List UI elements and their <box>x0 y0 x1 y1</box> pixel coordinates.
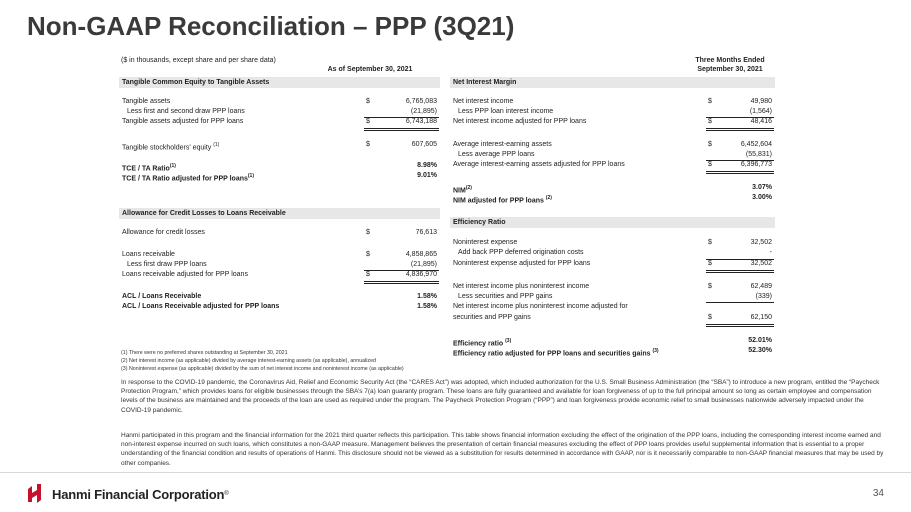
company-logo: Hanmi Financial Corporation ® <box>27 483 229 505</box>
table-row: Noninterest expense adjusted for PPP loans $ 32,502 <box>453 260 772 267</box>
table-row: Average interest-earning assets $ 6,452,604 <box>453 141 772 148</box>
disclosure-paragraph: Hanmi participated in this program and the financial information for the 2021 third quarter reflects this participation. This table shows financial information excluding the effect of the origination of the PPP loans, including the corresponding interest income earned and non-interest expense incurred on such loans, which constitutes a non-GAAP measure. Management believes the presentation of certain financial measures excluding the effect of PPP loans provides useful supplemental information that is essential to a proper understanding of the financial condition and results of operations of Hanmi. This disclosure should not be viewed as a substitution for results determined in accordance with GAAP, nor is it necessarily comparable to non-GAAP financial measures that may be used by other companies. <box>121 432 884 467</box>
footnote: (3) Noninterest expense (as applicable) divided by the sum of net interest income and noninterest income (as applicable) <box>121 366 404 372</box>
footnote: (1) There were no preferred shares outstanding at September 30, 2021 <box>121 350 288 356</box>
section-header-tce: Tangible Common Equity to Tangible Assets <box>119 77 440 88</box>
page-number: 34 <box>872 488 884 499</box>
right-column-header-line2: September 30, 2021 <box>697 66 763 73</box>
double-underline <box>364 128 439 129</box>
double-underline <box>364 130 439 131</box>
table-row: Loans receivable $ 4,858,865 <box>122 251 437 258</box>
left-column-header: As of September 30, 2021 <box>327 66 413 73</box>
double-underline <box>364 283 439 284</box>
section-header-acl: Allowance for Credit Losses to Loans Receivable <box>119 208 440 219</box>
table-row: Allowance for credit losses $ 76,613 <box>122 229 437 236</box>
table-row: Less average PPP loans (55,831) <box>458 151 772 158</box>
double-underline <box>706 326 774 327</box>
table-row: Loans receivable adjusted for PPP loans $ 4,836,970 <box>122 271 437 278</box>
table-row: TCE / TA Ratio$^{(1)}$ 8.98% <box>122 162 437 173</box>
table-row: Noninterest expense $ 32,502 <box>453 239 772 246</box>
table-row: Add back PPP deferred origination costs - <box>458 249 772 256</box>
table-row: Tangible assets $ 6,765,083 <box>122 98 437 105</box>
table-row: NIM$^{(2)}$ 3.07% <box>453 184 772 195</box>
table-row: Less securities and PPP gains (339) <box>458 293 772 300</box>
section-header-nim: Net Interest Margin <box>450 77 775 88</box>
double-underline <box>706 324 774 325</box>
left-table <box>119 75 440 325</box>
double-underline <box>706 272 774 273</box>
disclosure-paragraph: In response to the COVID-19 pandemic, the Coronavirus Aid, Relief and Economic Security Act (the “CARES Act”) was adopted, which included authorization for the U.S. Small Business Administration (the “SBA”) to introduce a new program, entitled the “Paycheck Protection Program,” which provides loans for eligible businesses through the SBA’s 7(a) loan guaranty program. These loans are fully guaranteed and available for loan forgiveness of up to the full principal amount so long as certain employee and compensation levels of the business are maintained and the proceeds of the loan are used as required under the program. The Paycheck Protection Program (“PPP”) and loan forgiveness provide economic relief to small businesses nationwide adversely impacted under the COVID-19 pandemic. <box>121 379 880 414</box>
double-underline <box>706 171 774 172</box>
table-row: Net interest income adjusted for PPP loans $ 48,416 <box>453 118 772 125</box>
footer-divider <box>0 472 911 473</box>
table-row: Less first draw PPP loans (21,895) <box>127 261 437 268</box>
right-column-header-line1: Three Months Ended <box>695 57 765 64</box>
section-header-efficiency: Efficiency Ratio <box>450 217 775 228</box>
double-underline <box>364 281 439 282</box>
table-row: TCE / TA Ratio adjusted for PPP loans$^{(1)}$ 9.01% <box>122 172 437 183</box>
table-row: Efficiency ratio $^{(3)}$ 52.01% <box>453 337 772 348</box>
footnote: (2) Net interest income (as applicable) divided by average interest-earning assets (as applicable), annualized <box>121 358 376 364</box>
table-row: Net interest income plus noninterest income adjusted for <box>453 303 628 310</box>
double-underline <box>706 270 774 271</box>
page-title: Non-GAAP Reconciliation – PPP (3Q21) <box>27 11 515 41</box>
footnotes <box>121 349 404 373</box>
table-row: ACL / Loans Receivable 1.58% <box>122 293 437 300</box>
table-row: Tangible assets adjusted for PPP loans $ 6,743,188 <box>122 118 437 125</box>
table-row: Less first and second draw PPP loans (21,895) <box>127 108 437 115</box>
double-underline <box>706 128 774 129</box>
table-row: Net interest income $ 49,980 <box>453 98 772 105</box>
right-table <box>450 75 775 365</box>
table-row: NIM adjusted for PPP loans $^{(2)}$ 3.00% <box>453 194 772 205</box>
table-row: Average interest-earning assets adjusted for PPP loans $ 6,396,773 <box>453 161 772 168</box>
table-row: Less PPP loan interest income (1,564) <box>458 108 772 115</box>
table-row: securities and PPP gains $ 62,150 <box>453 314 772 321</box>
table-row: ACL / Loans Receivable adjusted for PPP loans 1.58% <box>122 303 437 310</box>
double-underline <box>706 130 774 131</box>
double-underline <box>706 173 774 174</box>
hanmi-logo-icon <box>27 484 49 504</box>
table-row: Tangible stockholders' equity $^{(1)}$ $ 607,605 <box>122 141 437 152</box>
table-units-note: ($ in thousands, except share and per share data) <box>121 57 276 64</box>
table-row: Net interest income plus noninterest income $ 62,489 <box>453 283 772 290</box>
table-row: Efficiency ratio adjusted for PPP loans and securities gains $^{(3)}$ 52.30% <box>453 347 772 358</box>
